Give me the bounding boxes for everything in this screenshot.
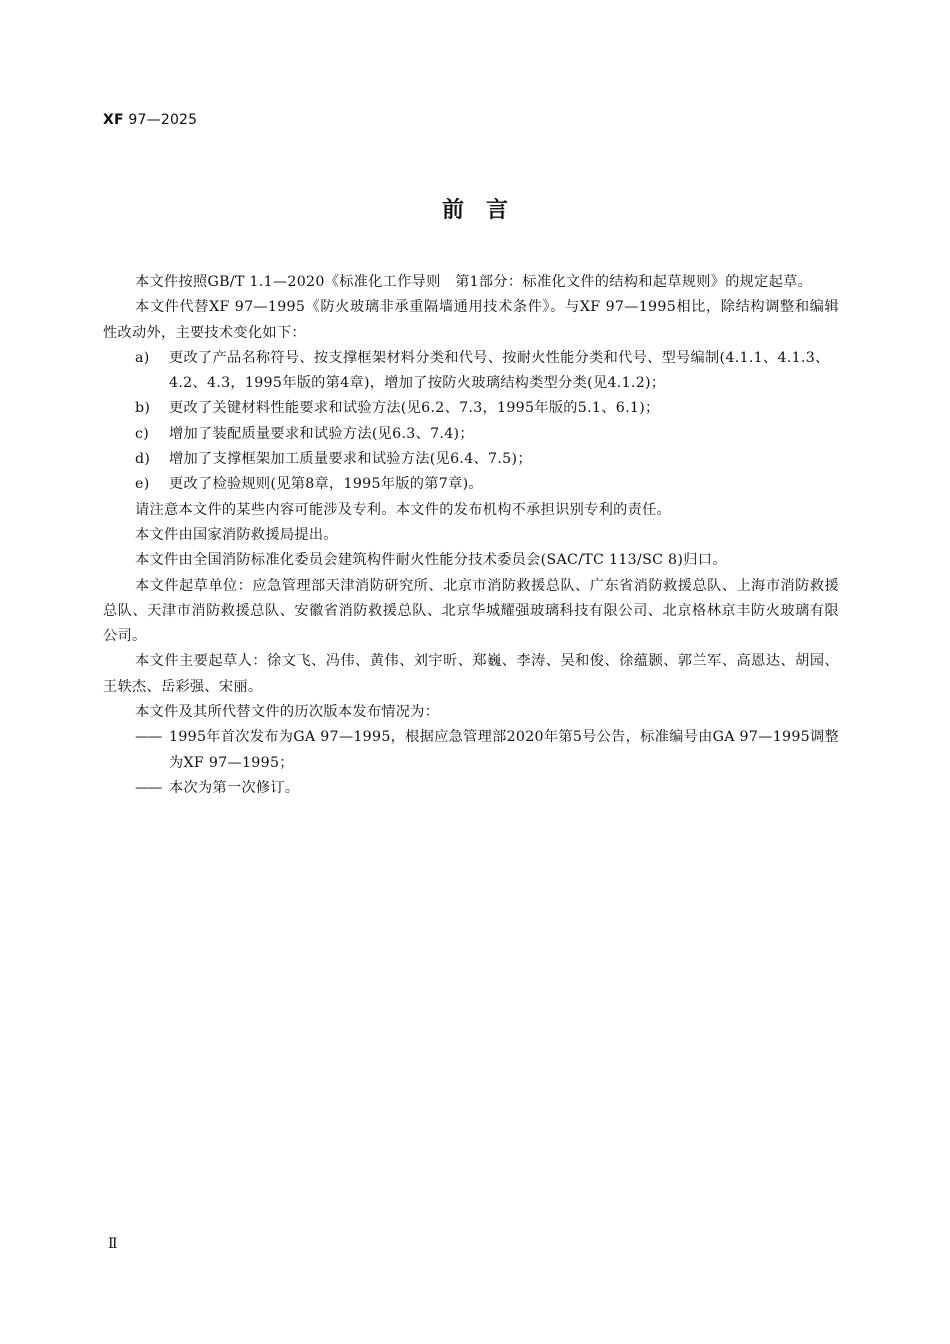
document-code-number: 97—2025 — [128, 112, 198, 128]
document-code-prefix: XF — [103, 112, 124, 128]
paragraph-history-intro: 本文件及其所代替文件的历次版本发布情况为： — [135, 704, 440, 721]
change-item — [103, 396, 839, 421]
paragraph-committee: 本文件由全国消防标准化委员会建筑构件耐火性能分技术委员会(SAC/TC 113/SC 8)归口。 — [135, 552, 727, 569]
paragraph-patent-notice: 请注意本文件的某些内容可能涉及专利。本文件的发布机构不承担识别专利的责任。 — [135, 501, 672, 518]
history-item — [103, 725, 839, 776]
history-item-text: 本次为第一次修订。 — [169, 779, 300, 796]
history-item-text: 1995年首次发布为GA 97—1995，根据应急管理部2020年第5号公告，标准编号由GA 97—1995调整为XF 97—1995； — [169, 729, 839, 771]
paragraph-drafting-units: 本文件起草单位：应急管理部天津消防研究所、北京市消防救援总队、广东省消防救援总队、上海市消防救援总队、天津市消防救援总队、安徽省消防救援总队、北京华城耀强玻璃科技有限公司、北京格林京丰防火玻璃有限公司。 — [103, 577, 839, 645]
change-item-text: 增加了支撑框架加工质量要求和试验方法(见6.4、7.5)； — [169, 451, 532, 468]
change-item-text: 增加了装配质量要求和试验方法(见6.3、7.4)； — [169, 425, 474, 442]
change-item — [103, 447, 839, 472]
page-title: 前 言 — [441, 197, 508, 223]
document-code — [103, 112, 197, 128]
change-item-marker: b) — [135, 400, 151, 417]
change-item-text: 更改了关键材料性能要求和试验方法(见6.2、7.3，1995年版的5.1、6.1)； — [169, 400, 660, 417]
history-item-marker: —— — [135, 779, 162, 796]
page-number: Ⅱ — [108, 1236, 118, 1252]
change-item — [103, 472, 839, 497]
change-item-text: 更改了产品名称符号、按支撑框架材料分类和代号、按耐火性能分类和代号、型号编制(4.1.1、4.1.3、4.2、4.3，1995年版的第4章)，增加了按防火玻璃结构类型分类(见4.1.2)； — [169, 349, 830, 392]
foreword-body — [103, 270, 839, 801]
change-item — [103, 346, 839, 397]
history-item-marker: —— — [135, 729, 162, 746]
paragraph-drafting-rules: 本文件按照GB/T 1.1—2020《标准化工作导则 第1部分：标准化文件的结构和起草规则》的规定起草。 — [135, 274, 813, 290]
paragraph-proposer: 本文件由国家消防救援局提出。 — [135, 526, 338, 543]
change-item-marker: a) — [135, 349, 150, 366]
change-item-marker: d) — [135, 451, 151, 468]
history-item — [103, 776, 839, 801]
change-item-marker: e) — [135, 476, 150, 493]
change-item-marker: c) — [135, 425, 150, 442]
paragraph-drafters: 本文件主要起草人：徐文飞、冯伟、黄伟、刘宇昕、郑巍、李涛、吴和俊、徐蕴颢、郭兰军、高恩达、胡园、王轶杰、岳彩强、宋丽。 — [103, 653, 839, 695]
change-item-text: 更改了检验规则(见第8章，1995年版的第7章)。 — [169, 476, 483, 493]
paragraph-replaces: 本文件代替XF 97—1995《防火玻璃非承重隔墙通用技术条件》。与XF 97—1995相比，除结构调整和编辑性改动外，主要技术变化如下： — [103, 299, 839, 341]
change-item — [103, 422, 839, 447]
